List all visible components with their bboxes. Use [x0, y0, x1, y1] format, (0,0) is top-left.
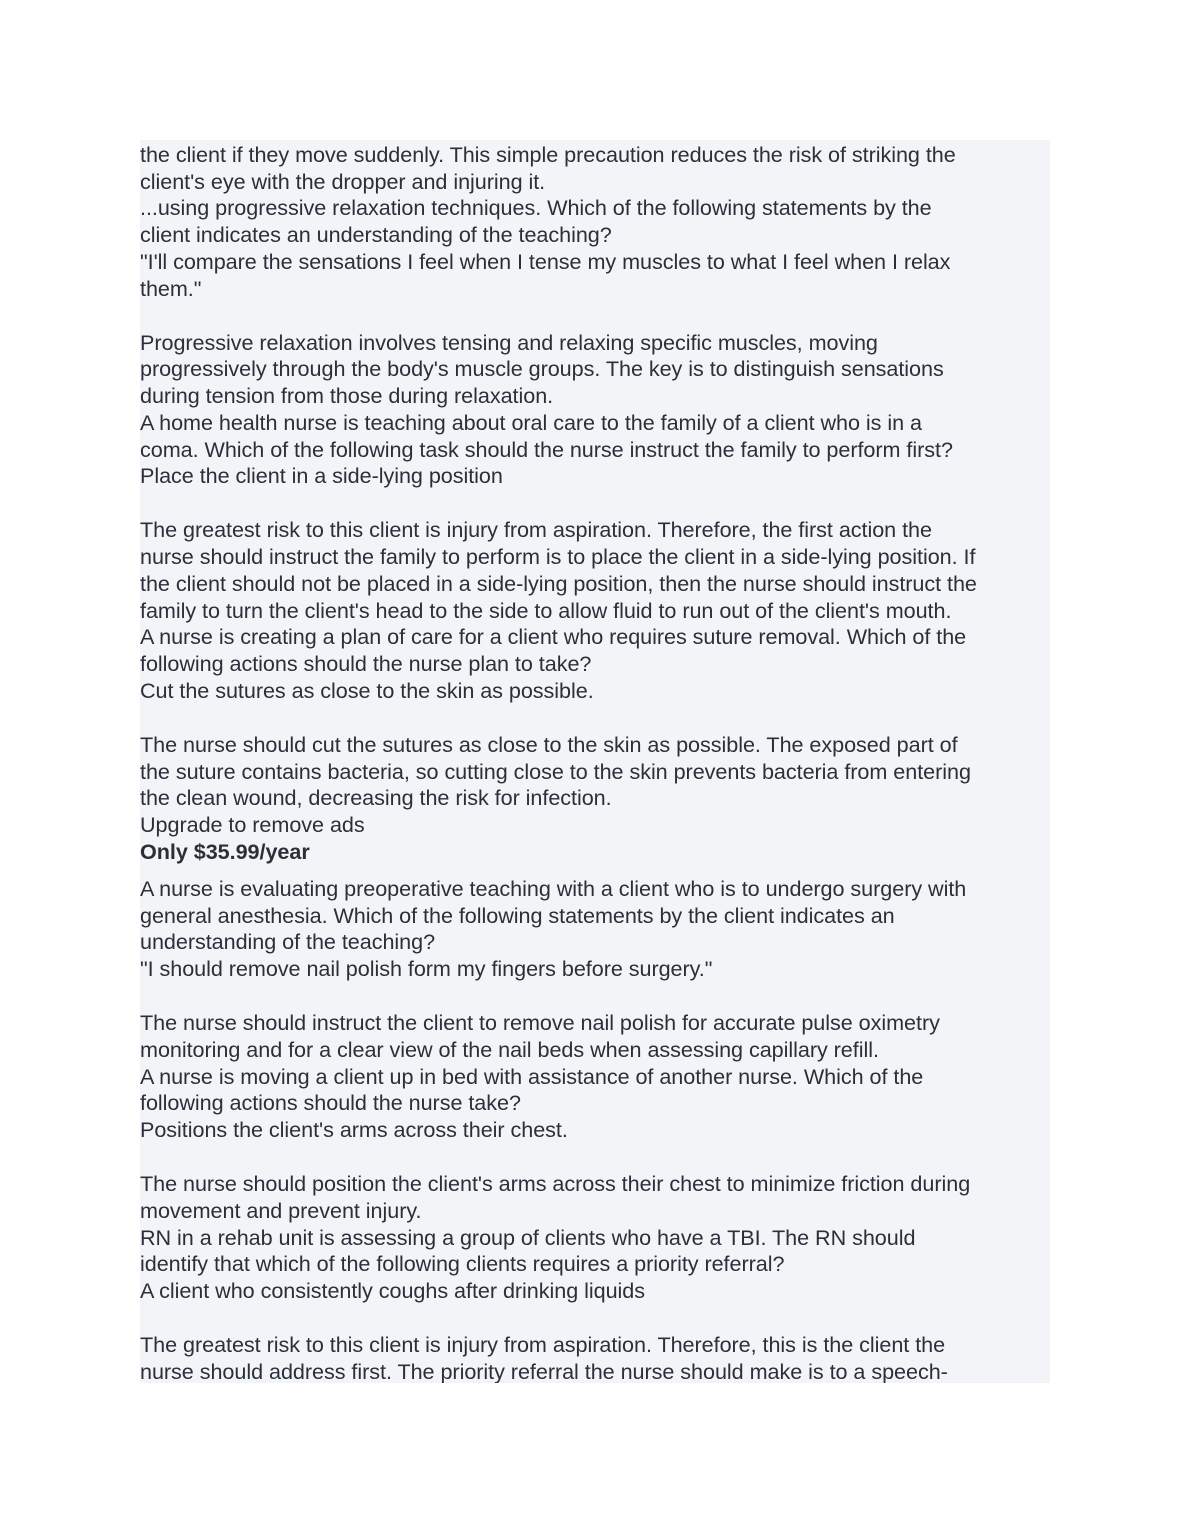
upgrade-price-text: Only $35.99/year: [140, 839, 310, 864]
question-text-line: coma. Which of the following task should the nurse instruct the family to perform first?: [140, 437, 953, 462]
question-text-line: A nurse is creating a plan of care for a client who requires suture removal. Which of the: [140, 624, 967, 649]
explanation-text-line: The nurse should position the client's arms across their chest to minimize friction during: [140, 1171, 971, 1196]
question-text-line: A home health nurse is teaching about oral care to the family of a client who is in a: [140, 410, 922, 435]
question-text-line: general anesthesia. Which of the following statements by the client indicates an: [140, 903, 895, 928]
text-line: the client if they move suddenly. This simple precaution reduces the risk of striking the: [140, 142, 956, 167]
answer-text-line: A client who consistently coughs after drinking liquids: [140, 1278, 645, 1303]
explanation-text-line: the client should not be placed in a side-lying position, then the nurse should instruct the: [140, 571, 977, 596]
answer-text-line: "I'll compare the sensations I feel when I tense my muscles to what I feel when I relax: [140, 249, 951, 274]
explanation-text-line: the suture contains bacteria, so cutting close to the skin prevents bacteria from entering: [140, 759, 971, 784]
question-text-line: ...using progressive relaxation techniques. Which of the following statements by the: [140, 195, 932, 220]
explanation-text-line: Progressive relaxation involves tensing and relaxing specific muscles, moving: [140, 330, 878, 355]
answer-text-line: Cut the sutures as close to the skin as possible.: [140, 678, 594, 703]
explanation-text-line: the clean wound, decreasing the risk for infection.: [140, 785, 612, 810]
question-text-line: A nurse is evaluating preoperative teaching with a client who is to undergo surgery with: [140, 876, 967, 901]
text-line: client's eye with the dropper and injuring it.: [140, 169, 546, 194]
explanation-text-line: The nurse should cut the sutures as close to the skin as possible. The exposed part of: [140, 732, 958, 757]
question-text-line: RN in a rehab unit is assessing a group of clients who have a TBI. The RN should: [140, 1225, 916, 1250]
explanation-text-line: nurse should address first. The priority referral the nurse should make is to a speech-: [140, 1359, 948, 1383]
answer-text-line: "I should remove nail polish form my fingers before surgery.": [140, 956, 713, 981]
explanation-text-line: The nurse should instruct the client to remove nail polish for accurate pulse oximetry: [140, 1010, 940, 1035]
question-text-line: following actions should the nurse plan to take?: [140, 651, 592, 676]
explanation-text-line: The greatest risk to this client is injury from aspiration. Therefore, this is the client the: [140, 1332, 946, 1357]
explanation-text-line: progressively through the body's muscle groups. The key is to distinguish sensations: [140, 356, 944, 381]
answer-text-line: Place the client in a side-lying position: [140, 463, 503, 488]
explanation-text-line: nurse should instruct the family to perform is to place the client in a side-lying position. If: [140, 544, 976, 569]
upgrade-ad-text: Upgrade to remove ads: [140, 812, 365, 837]
answer-text-line: them.": [140, 276, 202, 301]
document-content-block: [140, 140, 1050, 1383]
question-text-line: identify that which of the following clients requires a priority referral?: [140, 1251, 785, 1276]
explanation-text-line: family to turn the client's head to the side to allow fluid to run out of the client's mouth.: [140, 598, 952, 623]
explanation-text-line: monitoring and for a clear view of the nail beds when assessing capillary refill.: [140, 1037, 879, 1062]
question-text-line: A nurse is moving a client up in bed with assistance of another nurse. Which of the: [140, 1064, 924, 1089]
answer-text-line: Positions the client's arms across their chest.: [140, 1117, 568, 1142]
explanation-text-line: during tension from those during relaxation.: [140, 383, 554, 408]
explanation-text-line: The greatest risk to this client is injury from aspiration. Therefore, the first action the: [140, 517, 932, 542]
explanation-text-line: movement and prevent injury.: [140, 1198, 422, 1223]
question-text-line: understanding of the teaching?: [140, 929, 436, 954]
question-text-line: client indicates an understanding of the teaching?: [140, 222, 612, 247]
question-text-line: following actions should the nurse take?: [140, 1090, 521, 1115]
